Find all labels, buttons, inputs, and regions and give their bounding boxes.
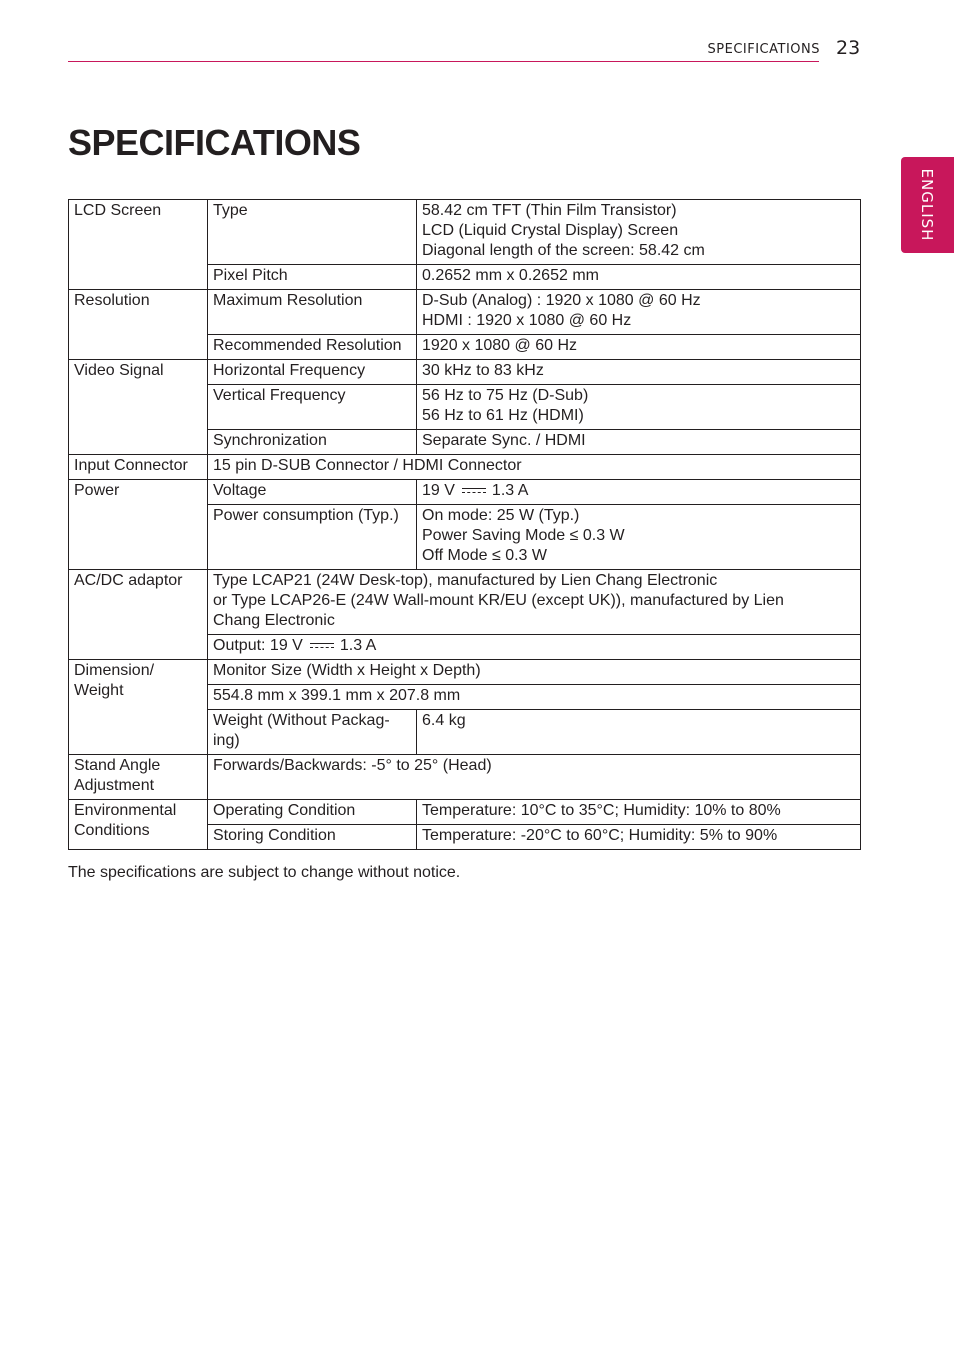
value-adaptor-output	[208, 635, 861, 660]
table-row	[69, 455, 861, 480]
value-pixel-pitch: 0.2652 mm x 0.2652 mm	[417, 265, 861, 290]
language-tab-label: ENGLISH	[918, 168, 936, 242]
value-storing-condition: Temperature: -20°C to 60°C; Humidity: 5% to 90%	[417, 825, 861, 850]
value-line: 56 Hz to 61 Hz (HDMI)	[422, 407, 584, 424]
value-line: D-Sub (Analog) : 1920 x 1080 @ 60 Hz	[422, 292, 701, 309]
value-recommended-resolution: 1920 x 1080 @ 60 Hz	[417, 335, 861, 360]
value-line: Off Mode ≤ 0.3 W	[422, 547, 547, 564]
sub-label-recommended-resolution: Recommended Resolution	[208, 335, 417, 360]
table-row	[69, 480, 861, 505]
language-tab	[901, 157, 954, 253]
value-line: On mode: 25 W (Typ.)	[422, 507, 580, 524]
row-label-input-connector: Input Connector	[69, 455, 208, 480]
table-row	[69, 570, 861, 635]
sub-label-operating-condition: Operating Condition	[208, 800, 417, 825]
label-line: Environmental	[74, 802, 177, 819]
voltage-volts: 19 V	[422, 482, 455, 499]
header-section-label: SPECIFICATIONS	[707, 42, 820, 57]
value-monitor-size: 554.8 mm x 399.1 mm x 207.8 mm	[208, 685, 861, 710]
voltage-amps: 1.3 A	[491, 482, 529, 499]
row-label-stand-angle	[69, 755, 208, 800]
value-line: 56 Hz to 75 Hz (D-Sub)	[422, 387, 589, 404]
output-volts: Output: 19 V	[213, 637, 303, 654]
table-row	[69, 360, 861, 385]
label-line: Weight	[74, 682, 124, 699]
sub-label-max-resolution: Maximum Resolution	[208, 290, 417, 335]
header-divider	[68, 61, 819, 62]
value-line: Chang Electronic	[213, 612, 335, 629]
value-max-resolution	[417, 290, 861, 335]
page-title: SPECIFICATIONS	[68, 122, 361, 163]
sub-label-horizontal-frequency: Horizontal Frequency	[208, 360, 417, 385]
value-stand-angle: Forwards/Backwards: -5° to 25° (Head)	[208, 755, 861, 800]
row-label-lcd-screen: LCD Screen	[69, 200, 208, 290]
value-power-consumption	[417, 505, 861, 570]
page-number: 23	[836, 37, 861, 59]
output-amps: 1.3 A	[339, 637, 377, 654]
row-label-dimension	[69, 660, 208, 755]
footnote: The specifications are subject to change without notice.	[68, 864, 461, 881]
value-weight: 6.4 kg	[417, 710, 861, 755]
value-line: Type LCAP21 (24W Desk-top), manufactured by Lien Chang Electronic	[213, 572, 718, 589]
value-line: 58.42 cm TFT (Thin Film Transistor)	[422, 202, 677, 219]
value-lcd-type	[417, 200, 861, 265]
sub-label-voltage: Voltage	[208, 480, 417, 505]
label-line: Weight (Without Packag-	[213, 712, 390, 729]
value-vertical-frequency	[417, 385, 861, 430]
sub-label-pixel-pitch: Pixel Pitch	[208, 265, 417, 290]
value-operating-condition: Temperature: 10°C to 35°C; Humidity: 10% to 80%	[417, 800, 861, 825]
sub-label-type: Type	[208, 200, 417, 265]
value-synchronization: Separate Sync. / HDMI	[417, 430, 861, 455]
value-line: or Type LCAP26-E (24W Wall-mount KR/EU (except UK)), manufactured by Lien	[213, 592, 784, 609]
label-line: Adjustment	[74, 777, 155, 794]
table-row	[69, 755, 861, 800]
row-label-video-signal: Video Signal	[69, 360, 208, 455]
sub-label-weight	[208, 710, 417, 755]
specifications-table	[68, 199, 861, 850]
value-horizontal-frequency: 30 kHz to 83 kHz	[417, 360, 861, 385]
value-line: LCD (Liquid Crystal Display) Screen	[422, 222, 679, 239]
label-line: Dimension/	[74, 662, 155, 679]
sub-label-storing-condition: Storing Condition	[208, 825, 417, 850]
row-label-resolution: Resolution	[69, 290, 208, 360]
label-line: ing)	[213, 732, 240, 749]
sub-label-synchronization: Synchronization	[208, 430, 417, 455]
row-label-adaptor: AC/DC adaptor	[69, 570, 208, 660]
row-label-power: Power	[69, 480, 208, 570]
row-label-environment	[69, 800, 208, 850]
table-row	[69, 200, 861, 265]
table-row	[69, 290, 861, 335]
label-line: Conditions	[74, 822, 150, 839]
value-line: Diagonal length of the screen: 58.42 cm	[422, 242, 705, 259]
table-row	[69, 800, 861, 825]
label-line: Stand Angle	[74, 757, 161, 774]
value-voltage	[417, 480, 861, 505]
value-monitor-size-label: Monitor Size (Width x Height x Depth)	[208, 660, 861, 685]
sub-label-vertical-frequency: Vertical Frequency	[208, 385, 417, 430]
value-line: HDMI : 1920 x 1080 @ 60 Hz	[422, 312, 632, 329]
value-adaptor-type	[208, 570, 861, 635]
dc-current-icon	[310, 641, 334, 650]
value-input-connector: 15 pin D-SUB Connector / HDMI Connector	[208, 455, 861, 480]
dc-current-icon	[462, 486, 486, 495]
sub-label-power-consumption: Power consumption (Typ.)	[208, 505, 417, 570]
value-line: Power Saving Mode ≤ 0.3 W	[422, 527, 625, 544]
table-row	[69, 660, 861, 685]
